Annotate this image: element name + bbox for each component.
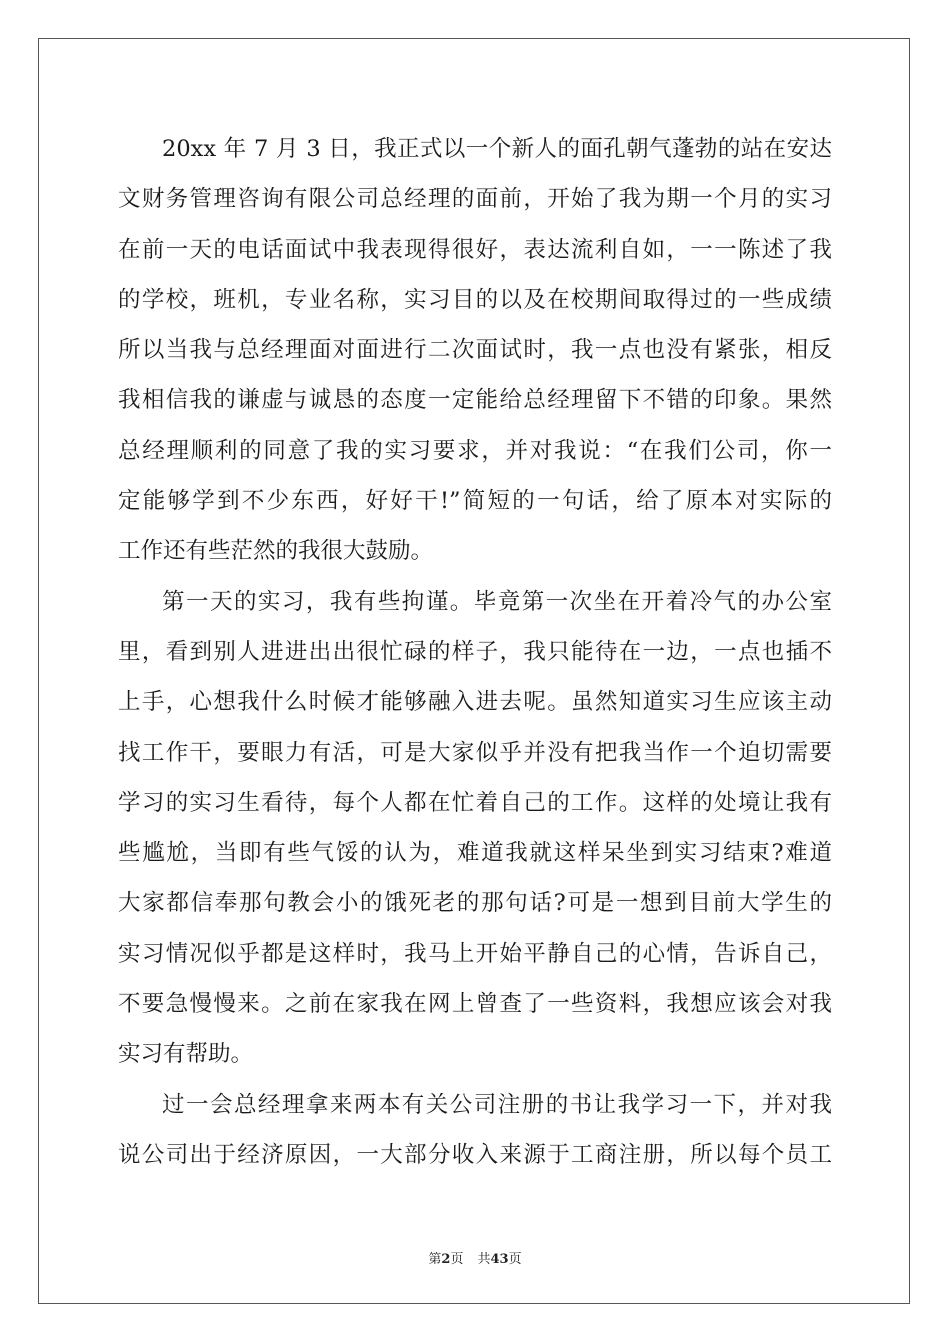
text-line: 的学校，班机，专业名称，实习目的以及在校期间取得过的一些成绩: [118, 286, 832, 313]
text-line: 定能够学到不少东西，好好干!”简短的一句话，给了原本对实际的: [118, 488, 832, 515]
footer-total-pages: 43: [490, 1252, 509, 1267]
text-line: 上手，心想我什么时候才能够融入进去呢。虽然知道实习生应该主动: [118, 689, 832, 716]
text-line: 大家都信奉那句教会小的饿死老的那句话?可是一想到目前大学生的: [118, 890, 832, 917]
text-line: 过一会总经理拿来两本有关公司注册的书让我学习一下，并对我: [162, 1091, 832, 1118]
text-line: 总经理顺利的同意了我的实习要求，并对我说：“在我们公司，你一: [118, 437, 832, 464]
page-footer: [0, 1248, 950, 1267]
text-line: 说公司出于经济原因，一大部分收入来源于工商注册，所以每个员工: [118, 1141, 832, 1168]
text-line: 所以当我与总经理面对面进行二次面试时，我一点也没有紧张，相反: [118, 337, 832, 364]
footer-total-prefix: 共: [477, 1252, 491, 1267]
text-line: 些尴尬，当即有些气馁的认为，难道我就这样呆坐到实习结束?难道: [118, 840, 832, 867]
text-line: 找工作干，要眼力有活，可是大家似乎并没有把我当作一个迫切需要: [118, 739, 832, 766]
footer-page-suffix: 页: [450, 1252, 464, 1267]
document-body: [118, 124, 832, 1180]
text-line: 20xx 年 7 月 3 日，我正式以一个新人的面孔朝气蓬勃的站在安达: [162, 136, 832, 162]
text-line: 不要急慢慢来。之前在家我在网上曾查了一些资料，我想应该会对我: [118, 991, 832, 1018]
text-line: 我相信我的谦虚与诚恳的态度一定能给总经理留下不错的印象。果然: [118, 387, 832, 414]
text-line: 里，看到别人进进出出很忙碌的样子，我只能待在一边，一点也插不: [118, 638, 832, 665]
text-line: 实习情况似乎都是这样时，我马上开始平静自己的心情，告诉自己，: [118, 940, 832, 967]
footer-page-prefix: 第: [428, 1252, 442, 1267]
text-line: 学习的实习生看待，每个人都在忙着自己的工作。这样的处境让我有: [118, 789, 832, 816]
footer-page-number: 2: [441, 1252, 451, 1267]
footer-total-suffix: 页: [508, 1252, 522, 1267]
text-line: 文财务管理咨询有限公司总经理的面前，开始了我为期一个月的实习: [118, 186, 832, 213]
text-line: 第一天的实习，我有些拘谨。毕竟第一次坐在开着冷气的办公室: [162, 588, 832, 615]
text-line: 工作还有些茫然的我很大鼓励。: [118, 538, 434, 565]
text-line: 在前一天的电话面试中我表现得很好，表达流利自如，一一陈述了我: [118, 236, 832, 263]
text-line: 实习有帮助。: [118, 1041, 254, 1068]
